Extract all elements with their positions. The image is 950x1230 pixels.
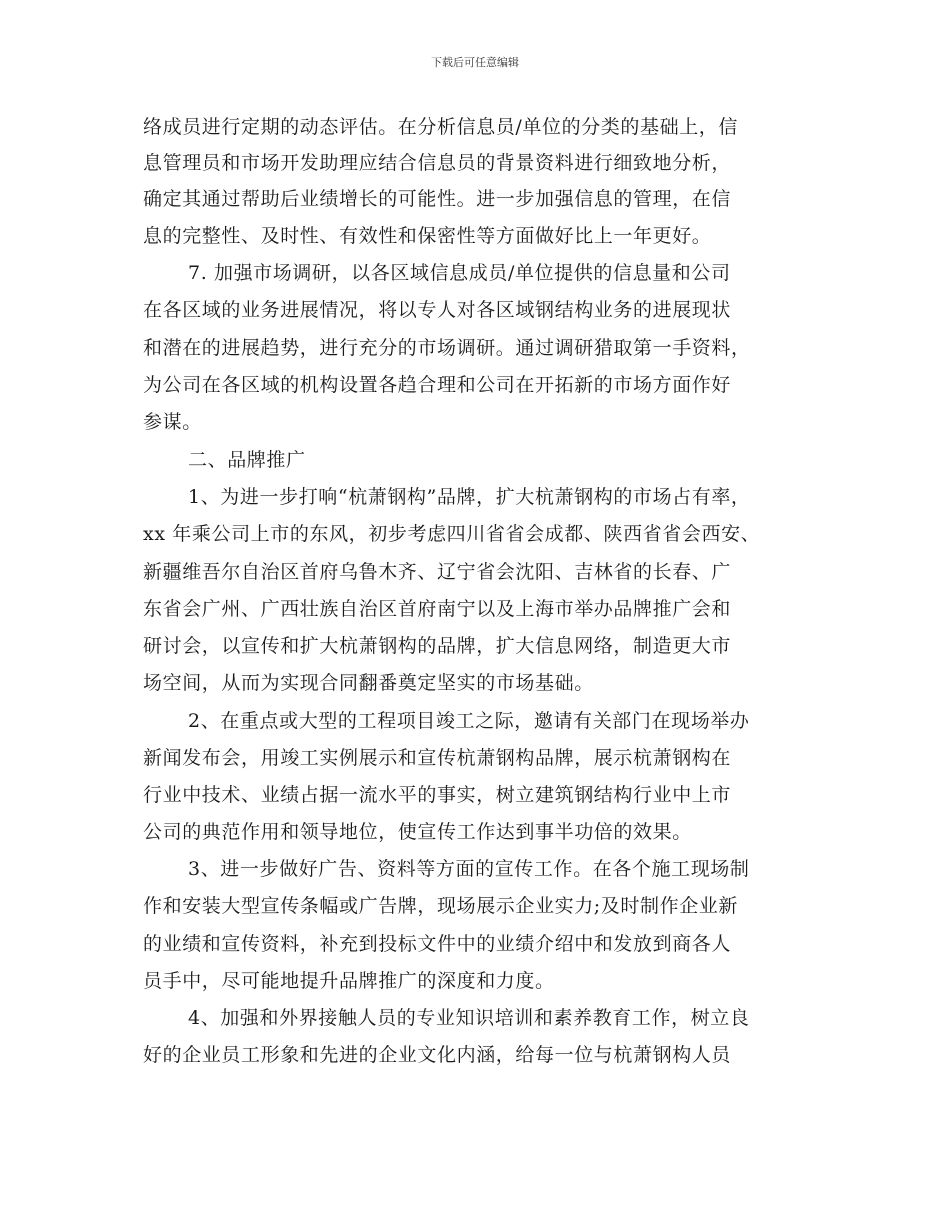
paragraph-line: 作和安装大型宣传条幅或广告牌，现场展示企业实力;及时制作企业新: [143, 895, 739, 917]
paragraph-line: 好的企业员工形象和先进的企业文化内涵，给每一位与杭萧钢构人员: [143, 1044, 732, 1066]
paragraph-line: 和潜在的进展趋势，进行充分的市场调研。通过调研猎取第一手资料，: [143, 337, 751, 359]
section-heading: 二、品牌推广: [188, 449, 306, 471]
paragraph-line: 息管理员和市场开发助理应结合信息员的背景资料进行细致地分析，: [143, 152, 732, 174]
paragraph-line: 新闻发布会，用竣工实例展示和宣传杭萧钢构品牌，展示杭萧钢构在: [143, 747, 732, 769]
paragraph-line: 员手中，尽可能地提升品牌推广的深度和力度。: [143, 970, 555, 992]
paragraph-line: 在各区域的业务进展情况，将以专人对各区域钢结构业务的进展现状: [143, 299, 732, 321]
paragraph-line: 1、为进一步打响“杭萧钢构”品牌，扩大杭萧钢构的市场占有率，: [188, 486, 751, 508]
paragraph-line: 确定其通过帮助后业绩增长的可能性。进一步加强信息的管理，在信: [143, 188, 732, 210]
paragraph-line: 7. 加强市场调研，以各区域信息成员/单位提供的信息量和公司: [188, 262, 731, 284]
paragraph-line: 3、进一步做好广告、资料等方面的宣传工作。在各个施工现场制: [188, 858, 750, 880]
paragraph-line: 为公司在各区域的机构设置各趋合理和公司在开拓新的市场方面作好: [143, 374, 732, 396]
paragraph-line: 场空间，从而为实现合同翻番奠定坚实的市场基础。: [143, 672, 594, 694]
paragraph-line: 参谋。: [143, 411, 202, 433]
paragraph-line: 络成员进行定期的动态评估。在分析信息员/单位的分类的基础上，信: [143, 116, 739, 138]
paragraph-line: 公司的典范作用和领导地位，使宣传工作达到事半功倍的效果。: [143, 821, 692, 843]
paragraph-line: 新疆维吾尔自治区首府乌鲁木齐、辽宁省会沈阳、吉林省的长春、广: [143, 561, 732, 583]
paragraph-line: xx 年乘公司上市的东风，初步考虑四川省省会成都、陕西省省会西安、: [143, 523, 761, 545]
paragraph-line: 行业中技术、业绩占据一流水平的事实，树立建筑钢结构行业中上市: [143, 784, 732, 806]
paragraph-line: 研讨会，以宣传和扩大杭萧钢构的品牌，扩大信息网络，制造更大市: [143, 635, 732, 657]
page-header: 下载后可任意编辑: [431, 56, 519, 69]
paragraph-line: 的业绩和宣传资料，补充到投标文件中的业绩介绍中和发放到商各人: [143, 933, 732, 955]
paragraph-line: 息的完整性、及时性、有效性和保密性等方面做好比上一年更好。: [143, 225, 712, 247]
paragraph-line: 东省会广州、广西壮族自治区首府南宁以及上海市举办品牌推广会和: [143, 598, 732, 620]
paragraph-line: 2、在重点或大型的工程项目竣工之际，邀请有关部门在现场举办: [188, 710, 750, 732]
paragraph-line: 4、加强和外界接触人员的专业知识培训和素养教育工作，树立良: [188, 1007, 750, 1029]
